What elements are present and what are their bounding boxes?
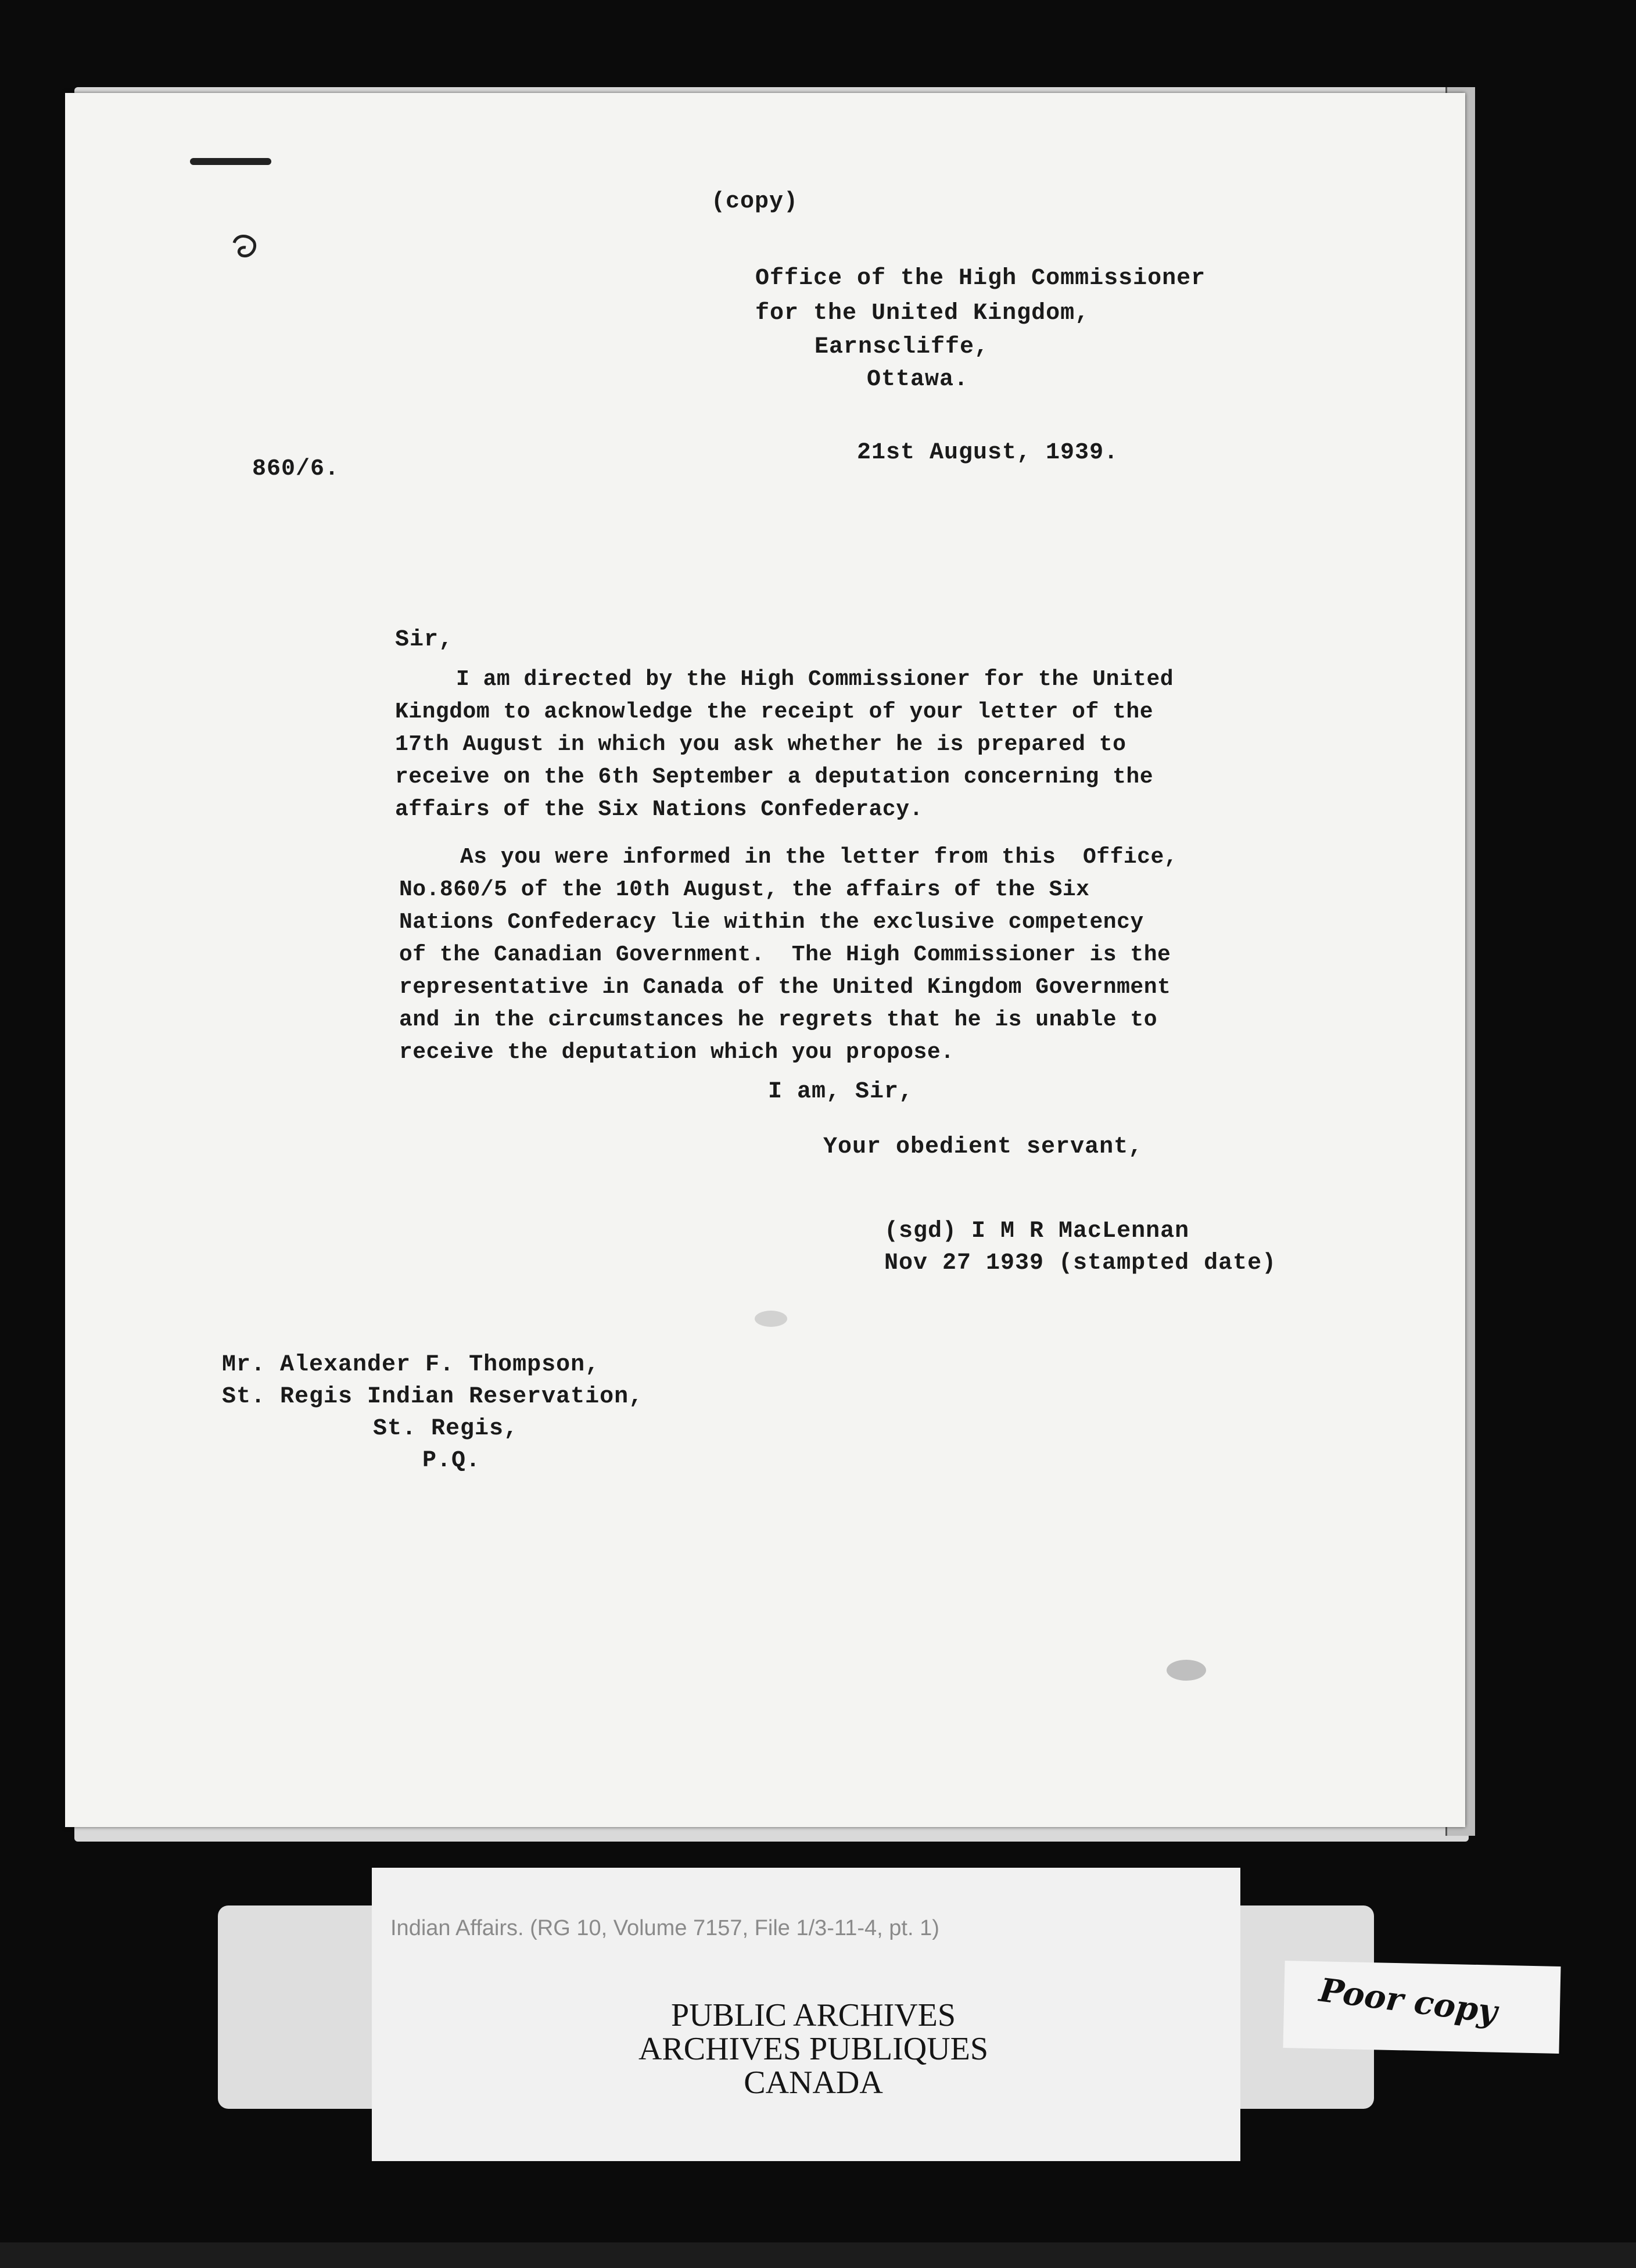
addressee-line-4: P.Q. [422, 1448, 481, 1474]
handwritten-mark-icon [231, 232, 259, 260]
addressee-line-2: St. Regis Indian Reservation, [222, 1384, 644, 1410]
archive-stamp [488, 1998, 1139, 2100]
copy-label: (copy) [711, 189, 799, 215]
archive-stamp-line-1: PUBLIC ARCHIVES [670, 1997, 956, 2033]
letter-page [65, 93, 1465, 1827]
paragraph-1 [395, 663, 1174, 826]
letterhead-line-2: for the United Kingdom, [755, 300, 1090, 326]
pencil-dash-mark [190, 158, 271, 165]
poor-copy-note: Poor copy [1317, 1971, 1499, 2032]
poor-copy-card [1283, 1961, 1560, 2054]
film-bottom-band [0, 2242, 1636, 2268]
letter-date: 21st August, 1939. [857, 440, 1119, 466]
letterhead-line-1: Office of the High Commissioner [755, 265, 1206, 292]
paragraph-2-line: of the Canadian Government. The High Commissioner is the [399, 942, 1171, 967]
paragraph-2-line: receive the deputation which you propose. [399, 1040, 955, 1065]
paragraph-2-line: Nations Confederacy lie within the exclusive competency [399, 910, 1144, 935]
paper-smudge-mark [751, 1307, 791, 1330]
file-number: 860/6. [252, 456, 340, 482]
paragraph-1-line: receive on the 6th September a deputation concerning the [395, 765, 1154, 790]
paragraph-1-line: Kingdom to acknowledge the receipt of your letter of the [395, 699, 1154, 724]
closing-line-1: I am, Sir, [768, 1079, 914, 1105]
signature-line: (sgd) I M R MacLennan [884, 1218, 1190, 1244]
archive-stamp-line-3: CANADA [744, 2065, 883, 2101]
paragraph-1-line: 17th August in which you ask whether he is prepared to [395, 732, 1126, 757]
paragraph-1-line: I am directed by the High Commissioner for the United [456, 667, 1174, 692]
letterhead-line-3: Earnscliffe, [815, 334, 989, 360]
letterhead-line-4: Ottawa. [867, 367, 969, 393]
paragraph-2 [399, 841, 1178, 1069]
paragraph-1-line: affairs of the Six Nations Confederacy. [395, 797, 923, 822]
paragraph-2-line: representative in Canada of the United Kingdom Government [399, 975, 1171, 1000]
paragraph-2-line: No.860/5 of the 10th August, the affairs of the Six [399, 877, 1090, 902]
addressee-line-1: Mr. Alexander F. Thompson, [222, 1352, 600, 1378]
paper-smudge-mark [1163, 1656, 1210, 1685]
archive-reference: Indian Affairs. (RG 10, Volume 7157, File 1/3-11-4, pt. 1) [390, 1916, 939, 1940]
paragraph-2-line: As you were informed in the letter from this Office, [460, 845, 1178, 870]
salutation: Sir, [395, 627, 454, 653]
archive-stamp-line-2: ARCHIVES PUBLIQUES [638, 2031, 989, 2067]
closing-line-2: Your obedient servant, [823, 1134, 1143, 1160]
addressee-line-3: St. Regis, [373, 1416, 519, 1442]
signature-date-line: Nov 27 1939 (stampted date) [884, 1250, 1277, 1276]
paragraph-2-line: and in the circumstances he regrets that he is unable to [399, 1007, 1158, 1032]
